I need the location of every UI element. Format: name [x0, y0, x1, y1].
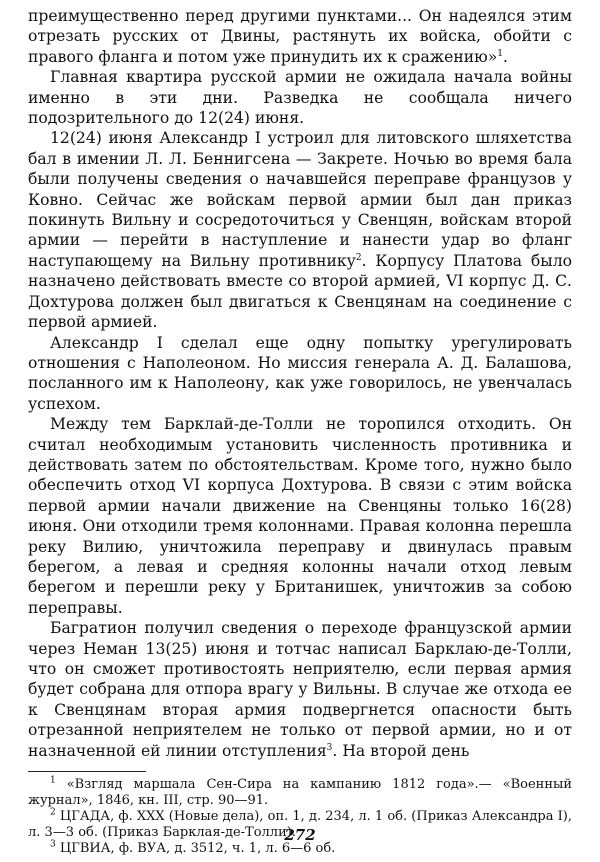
paragraph-2	[28, 67, 572, 128]
paragraph-5	[28, 414, 572, 618]
footnote-ref: 2	[355, 252, 362, 263]
main-text	[28, 6, 572, 761]
page-number: 272	[284, 826, 316, 844]
footnote-text: ЦГАДА, ф. XXX (Новые дела), оп. 1, д. 234, л. 1 об. (Приказ Александра I), л. 3—3 об. (Приказ Барклая-де-Толли).	[28, 809, 573, 841]
footnotes	[28, 777, 572, 857]
paragraph-tail: . Корпусу Платова было назначено действовать вместе со второй армией, VI корпус Д. С. Дохтурова должен был двигаться к Свенцянам на соединение с первой армией.	[28, 251, 573, 332]
paragraph-3	[28, 128, 572, 332]
footnote-text: ЦГВИА, ф. ВУА, д. 3512, ч. 1, л. 6—6 об.	[59, 841, 336, 857]
paragraph-4	[28, 333, 572, 415]
footnote-divider	[28, 771, 146, 772]
paragraph-text: Главная квартира русской армии не ожидала начала войны именно в эти дни. Разведка не сообщала ничего подозрительного до 12(24) июня.	[28, 68, 572, 128]
paragraph-text: Александр I сделал еще одну попытку урегулировать отношения с Наполеоном. Но миссия генерала А. Д. Балашова, посланного им к Наполеону, как уже говорилось, не увенчалась успехом.	[28, 333, 572, 413]
paragraph-text: преимущественно перед другими пунктами... Он надеялся этим отрезать русских от Двины, растянуть их войска, обойти с правого фланга и потом уже принудить их к сражению»	[28, 7, 572, 66]
paragraph-6	[28, 618, 572, 761]
footnote-text: «Взгляд маршала Сен-Сира на кампанию 1812 года».— «Военный журнал», 1846, кн. III, стр. 90—91.	[28, 777, 572, 809]
paragraph-text: 12(24) июня Александр I устроил для литовского шляхетства бал в имении Л. Л. Беннигсена — Закрете. Ночью во время бала были получены сведения о начавшейся переправе французов у Ковно. Сейчас же войскам первой армии был дан приказ покинуть Вильну и сосредоточиться у Свенцян, войскам второй армии — перейти в наступление и нанести удар во фланг наступающему на Вильну противнику	[28, 129, 572, 270]
paragraph-tail: . На второй день	[332, 741, 470, 760]
footnote-ref: 1	[497, 48, 503, 59]
paragraph-1	[28, 6, 572, 67]
footnote-1	[28, 777, 572, 809]
paragraph-tail: .	[503, 47, 508, 66]
footnote-mark: 1	[50, 775, 56, 786]
paragraph-text: Между тем Барклай-де-Толли не торопился отходить. Он считал необходимым установить численность противника и действовать затем по обстоятельствам. Кроме того, нужно было обеспечить отход VI корпуса Дохтурова. В связи с этим войска первой армии начали движение на Свенцяны только 16(28) июня. Они отходили тремя колоннами. Правая колонна перешла реку Вилию, уничтожила переправу и двинулась правым берегом, а левая и средняя колонны начали отход левым берегом и перешли реку у Британишек, уничтожив за собою переправы.	[28, 415, 572, 617]
book-page	[28, 6, 572, 857]
footnote-mark: 3	[50, 839, 56, 850]
footnote-ref: 3	[326, 742, 333, 753]
footnote-mark: 2	[50, 807, 56, 818]
paragraph-text: Багратион получил сведения о переходе французской армии через Неман 13(25) июня и тотчас написал Барклаю-де-Толли, что он сможет противостоять неприятелю, если первая армия будет собрана для отпора врагу у Вильны. В случае же отхода ее к Свенцянам вторая армия подвергнется опасности быть отрезанной неприятелем не только от первой армии, но и от назначенной ей линии отступления	[28, 619, 572, 760]
